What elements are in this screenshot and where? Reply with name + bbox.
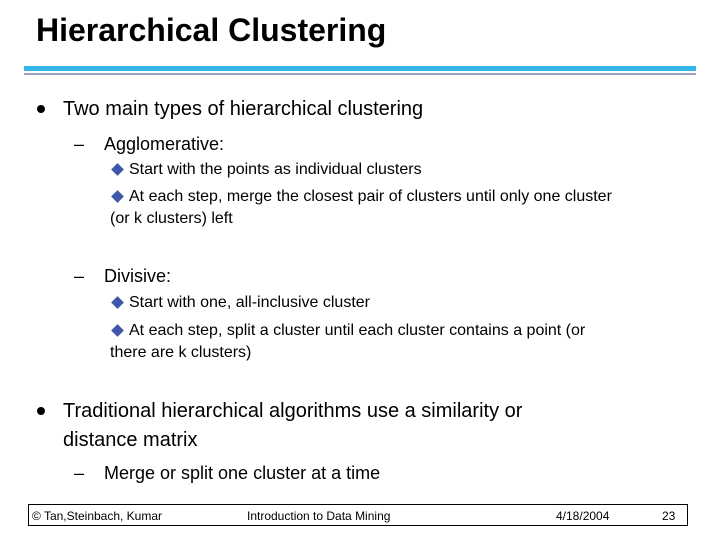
- sub-bullet-text: Agglomerative:: [104, 134, 225, 154]
- item-text: (or k clusters) left: [110, 210, 233, 227]
- item-text: At each step, merge the closest pair of clusters until only one cluster: [129, 188, 612, 205]
- bullet-dot-icon: [37, 407, 45, 415]
- title-rule-thin: [24, 73, 696, 75]
- item-text: Start with the points as individual clusters: [129, 161, 422, 178]
- diamond-bullet-icon: [111, 163, 124, 176]
- dash-icon: –: [74, 266, 85, 286]
- diamond-bullet-icon: [111, 296, 124, 309]
- title-rule: [24, 66, 696, 71]
- sub-bullet-text: Divisive:: [104, 266, 172, 286]
- item-text: At each step, split a cluster until each cluster contains a point (or: [129, 322, 586, 339]
- item-divisive-2-cont: [110, 342, 251, 364]
- item-divisive-2: [110, 320, 585, 342]
- diamond-bullet-icon: [111, 190, 124, 203]
- sub-bullet-agglomerative: [74, 132, 225, 156]
- footer-page-number: 23: [662, 509, 676, 523]
- item-divisive-1: [110, 292, 370, 314]
- slide-title: Hierarchical Clustering: [36, 12, 387, 48]
- item-agglomerative-1: [110, 159, 422, 181]
- dash-icon: –: [74, 463, 85, 483]
- item-text: Start with one, all-inclusive cluster: [129, 294, 370, 311]
- footer-copyright: © Tan,Steinbach, Kumar: [32, 509, 163, 523]
- item-agglomerative-2: [110, 186, 612, 208]
- footer-date: 4/18/2004: [556, 509, 610, 523]
- footer: [28, 504, 688, 526]
- sub-bullet-text: Merge or split one cluster at a time: [104, 463, 381, 483]
- bullet-dot-icon: [37, 105, 45, 113]
- sub-bullet-merge-split: [74, 461, 381, 485]
- footer-course: Introduction to Data Mining: [247, 509, 391, 523]
- dash-icon: –: [74, 134, 85, 154]
- item-agglomerative-2-cont: [110, 208, 233, 230]
- bullet-1: [63, 95, 423, 124]
- sub-bullet-divisive: [74, 264, 172, 288]
- bullet-2-text-line1: Traditional hierarchical algorithms use a similarity or: [63, 400, 523, 422]
- bullet-2: [63, 397, 522, 455]
- bullet-2-text-line2: distance matrix: [63, 429, 198, 451]
- diamond-bullet-icon: [111, 324, 124, 337]
- bullet-1-text: Two main types of hierarchical clustering: [63, 98, 424, 120]
- item-text: there are k clusters): [110, 344, 252, 361]
